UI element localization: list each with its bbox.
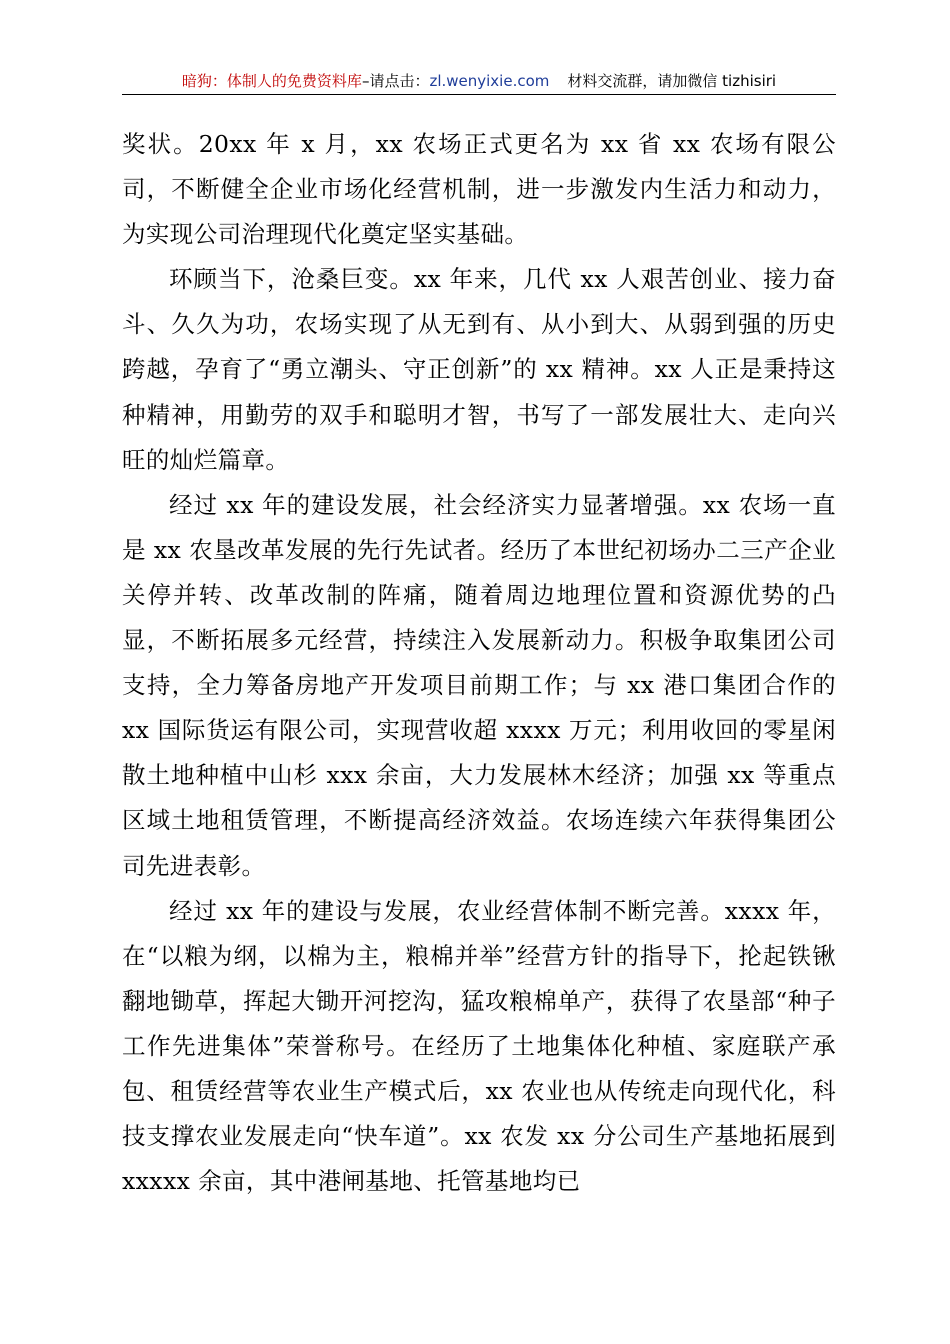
paragraph-economic-strength: 经过 xx 年的建设发展，社会经济实力显著增强。xx 农场一直是 xx 农垦改革发展的先行先试者。经历了本世纪初场办二三产企业关停并转、改革改制的阵痛，随着周边地理位置和资源优势的凸显，不断拓展多元经营，持续注入发展新动力。积极争取集团公司支持，全力筹备房地产开发项目前期工作；与 xx 港口集团合作的 xx 国际货运有限公司，实现营收超 xxxx 万元；利用收回的零星闲散土地种植中山杉 xxx 余亩，大力发展林木经济；加强 xx 等重点区域土地租赁管理，不断提高经济效益。农场连续六年获得集团公司先进表彰。 [122,490,836,880]
paragraph-looking-around: 环顾当下，沧桑巨变。xx 年来，几代 xx 人艰苦创业、接力奋斗、久久为功，农场实现了从无到有、从小到大、从弱到强的历史跨越，孕育了“勇立潮头、守正创新”的 xx 精神。xx 人正是秉持这种精神，用勤劳的双手和聪明才智，书写了一部发展壮大、走向兴旺的灿烂篇章。 [122,265,836,474]
header-divider [122,94,836,95]
paragraph-agricultural-system: 经过 xx 年的建设与发展，农业经营体制不断完善。xxxx 年，在“以粮为纲，以棉为主，粮棉并举”经营方针的指导下，抡起铁锹翻地锄草，挥起大锄开河挖沟，猛攻粮棉单产，获得了农垦部“种子工作先进集体”荣誉称号。在经历了土地集体化种植、家庭联产承包、租赁经营等农业生产模式后，xx 农业也从传统走向现代化，科技支撑农业发展走向“快车道”。xx 农发 xx 分公司生产基地拓展到 xxxxx 余亩，其中港闸基地、托管基地均已 [122,896,836,1196]
document-body [122,122,836,1204]
header-click-prompt: –请点击： [361,72,430,90]
header-site-name: 暗狗：体制人的免费资料库 [181,72,362,90]
paragraph-continuation: 奖状。20xx 年 x 月，xx 农场正式更名为 xx 省 xx 农场有限公司，不断健全企业市场化经营机制，进一步激发内生活力和动力，为实现公司治理现代化奠定坚实基础。 [122,130,836,249]
header-wechat-note: 材料交流群，请加微信 tizhisiri [567,72,777,90]
page-header [122,70,836,92]
header-url-link[interactable]: zl.wenyixie.com [429,72,550,90]
